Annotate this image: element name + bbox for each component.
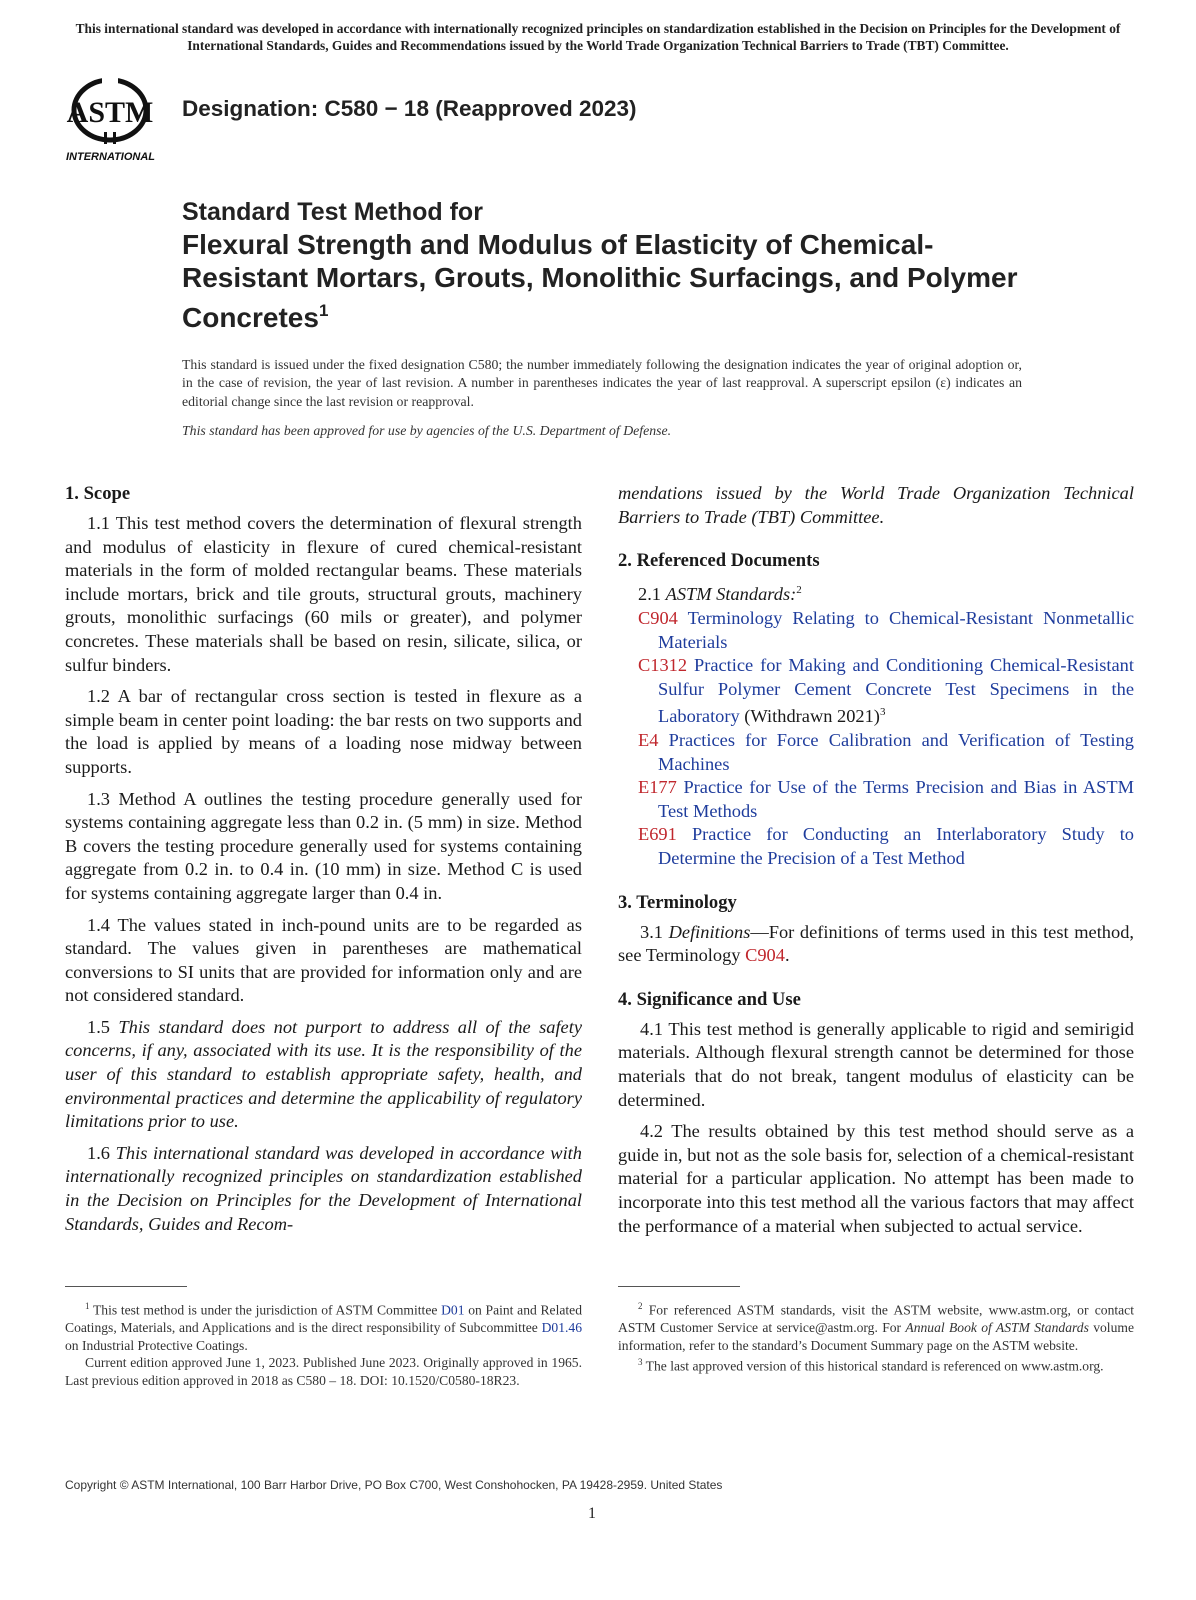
paragraph-1-6-text: This international standard was developed in accordance with internationally recognized principles on standardization established in the Decision on Principles for the Development of International Standards, Guides and Recom-: [65, 1142, 582, 1234]
reference-withdrawn-note: (Withdrawn 2021): [739, 706, 880, 727]
reference-title-link[interactable]: Practice for Making and Conditioning Chemical-Resistant Sulfur Polymer Cement Concrete Test Specimens in the Laboratory: [658, 655, 1134, 727]
footnote-2-text-a: For referenced ASTM standards, visit the ASTM website, www.astm.org, or contact ASTM Customer Service at service@astm.org. For: [618, 1302, 1134, 1336]
definitions-label: Definitions: [668, 921, 751, 942]
astm-standards-subheading: [618, 579, 1134, 607]
reference-title-link[interactable]: Practice for Conducting an Interlaboratory Study to Determine the Precision of a Test Method: [658, 824, 1134, 868]
left-column: [65, 482, 582, 1236]
footnote-1-num: 1: [85, 1301, 90, 1311]
terminology-section: [618, 891, 1134, 968]
c904-link[interactable]: C904: [745, 945, 785, 966]
astm-standards-num: 2.1: [638, 584, 661, 605]
reference-code-link[interactable]: E4: [638, 730, 659, 750]
footnote-2-text-b: volume information, refer to the standard’s Document Summary page on the ASTM website.: [618, 1320, 1134, 1353]
d01-46-link[interactable]: D01.46: [541, 1320, 582, 1336]
scope-heading: 1. Scope: [65, 483, 131, 504]
reference-title-link[interactable]: Terminology Relating to Chemical-Resistant Nonmetallic Materials: [658, 607, 1134, 652]
terminology-heading: 3. Terminology: [618, 891, 737, 913]
astm-standards-footnote-ref[interactable]: 2: [796, 584, 802, 597]
footnote-1-text-a: This test method is under the jurisdiction of ASTM Committee: [92, 1302, 438, 1318]
footnote-1-edition: Current edition approved June 1, 2023. Published June 2023. Originally approved in 1965. Last previous edition approved in 2018 as C580 – 18. DOI: 10.1520/C0580-18R23.: [65, 1355, 582, 1388]
logo-letters: ASTM: [66, 96, 154, 129]
paragraph-1-4: 1.4 The values stated in inch-pound units are to be regarded as standard. The values given in parentheses are mathematical conversions to SI units that are provided for information only and are not considered standard.: [65, 914, 582, 1006]
footnote-2-num: 2: [638, 1301, 643, 1311]
footnote-1-text-c: on Industrial Protective Coatings.: [65, 1337, 248, 1353]
scope-section: [65, 482, 582, 1236]
paragraph-1-5-num: 1.5: [87, 1016, 110, 1037]
astm-logo-icon: [62, 70, 170, 166]
footnotes-right: [618, 1298, 1134, 1375]
reference-footnote-ref[interactable]: 3: [879, 706, 886, 719]
right-column: [618, 482, 1134, 1238]
footnote-2: [618, 1298, 1134, 1354]
paragraph-1-3: 1.3 Method A outlines the testing procedure generally used for systems containing aggregate less than 0.2 in. (5 mm) in size. Method B covers the testing procedure generally used for systems containing aggregate from 0.2 in. to 0.4 in. (10 mm) in size. Method C is used for systems containing aggregate larger than 0.4 in.: [65, 788, 582, 903]
footnote-3-text: The last approved version of this historical standard is referenced on www.astm.org.: [645, 1358, 1104, 1374]
reference-code-link[interactable]: C904: [638, 607, 678, 628]
reference-code-link[interactable]: C1312: [638, 655, 688, 676]
page-number: 1: [588, 1505, 596, 1522]
paragraph-1-5: [65, 1016, 582, 1134]
title-text: Flexural Strength and Modulus of Elasticity of Chemical-Resistant Mortars, Grouts, Monolithic Surfacings, and Polymer Concretes: [182, 229, 1018, 333]
paragraph-4-2: 4.2 The results obtained by this test method should serve as a guide in, but not as the sole basis for, selection of a chemical-resistant material for a particular application. No attempt has been made to incorporate into this test method all the various factors that may affect the performance of a material when subjected to actual service.: [618, 1121, 1134, 1236]
paragraph-1-2: 1.2 A bar of rectangular cross section is tested in flexure as a simple beam in center point loading: the bar rests on two supports and the load is applied by means of a loading nose midway between supports.: [65, 686, 582, 777]
reference-item[interactable]: [618, 823, 1134, 870]
paragraph-3-1-num: 3.1: [640, 921, 663, 942]
footnotes-left: [65, 1298, 582, 1390]
footnote-3: [618, 1354, 1134, 1375]
paragraph-3-1-text: —For definitions of terms used in this test method, see Terminology: [618, 921, 1134, 966]
top-notice: This international standard was developed in accordance with internationally recognized principles on standardization established in the Decision on Principles for the Development of International Standards, Guides and Recommendations issued by the World Trade Organization Technical Barriers to Trade (TBT) Committee.: [75, 21, 1121, 53]
paragraph-3-1-end: .: [784, 945, 790, 966]
footnote-1-text-b: on Paint and Related Coatings, Materials, and Applications and is the direct responsibility of Subcommittee: [65, 1302, 583, 1336]
footnote-divider-left: [65, 1286, 187, 1287]
approved-note: This standard has been approved for use by agencies of the U.S. Department of Defense.: [182, 423, 672, 438]
paragraph-1-5-text: This standard does not purport to address all of the safety concerns, if any, associated with its use. It is the responsibility of the user of this standard to establish appropriate safety, health, and environmental practices and determine the applicability of regulatory limitations prior to use.: [65, 1016, 582, 1132]
title-footnote-ref[interactable]: 1: [318, 301, 329, 320]
reference-code-link[interactable]: E177: [638, 777, 677, 798]
intro-paragraph: This standard is issued under the fixed designation C580; the number immediately following the designation indicates the year of original adoption or, in the case of revision, the year of last revision. A number in parentheses indicates the year of last reapproval. A superscript epsilon (ε) indicates an editorial change since the last revision or reapproval.: [182, 357, 1022, 409]
designation: Designation: C580 − 18 (Reapproved 2023): [182, 96, 637, 121]
copyright-line: Copyright © ASTM International, 100 Barr Harbor Drive, PO Box C700, West Conshohocken, PA 19428-2959. United States: [65, 1478, 723, 1492]
d01-link[interactable]: D01: [441, 1302, 465, 1318]
reference-item[interactable]: [618, 729, 1134, 776]
paragraph-4-1: 4.1 This test method is generally applicable to rigid and semirigid materials. Although flexural strength cannot be determined for those materials that do not break, tangent modulus of elasticity can be determined.: [618, 1018, 1134, 1110]
paragraph-3-1: [618, 921, 1134, 968]
reference-item[interactable]: [618, 654, 1134, 729]
reference-title-link[interactable]: Practices for Force Calibration and Verification of Testing Machines: [658, 730, 1134, 774]
paragraph-1-6-num: 1.6: [87, 1142, 110, 1163]
reference-item[interactable]: [618, 607, 1134, 654]
logo-caption: INTERNATIONAL: [66, 151, 156, 163]
reference-item[interactable]: [618, 776, 1134, 823]
title-main: [182, 228, 1042, 334]
footnote-1: [65, 1298, 582, 1354]
title-block: [182, 196, 1042, 334]
paragraph-1-6: [65, 1142, 582, 1236]
footnote-2-italic: Annual Book of ASTM Standards: [905, 1320, 1089, 1336]
referenced-documents-list: [618, 607, 1134, 871]
significance-heading: 4. Significance and Use: [618, 988, 801, 1010]
referenced-documents-heading: 2. Referenced Documents: [618, 550, 820, 572]
footnote-3-num: 3: [638, 1357, 643, 1368]
paragraph-1-1: 1.1 This test method covers the determination of flexural strength and modulus of elasticity in flexure of cured chemical-resistant materials in the form of molded rectangular beams. These materials include mortars, brick and tile grouts, structural grouts, machinery grouts, monolithic surfacings (60 mils or greater), and polymer concretes. These materials shall be based on resin, silicate, silica, or sulfur binders.: [65, 513, 582, 675]
reference-title-link[interactable]: Practice for Use of the Terms Precision and Bias in ASTM Test Methods: [658, 777, 1134, 821]
reference-code-link[interactable]: E691: [638, 824, 677, 845]
significance-section: [618, 988, 1134, 1238]
astm-logo: [62, 70, 170, 166]
astm-standards-label: ASTM Standards:: [665, 584, 797, 605]
paragraph-1-6-continued: mendations issued by the World Trade Organization Technical Barriers to Trade (TBT) Committee.: [618, 483, 1134, 527]
referenced-documents-section: [618, 549, 1134, 870]
footnote-divider-right: [618, 1286, 740, 1287]
title-line1: Standard Test Method for: [182, 198, 483, 226]
